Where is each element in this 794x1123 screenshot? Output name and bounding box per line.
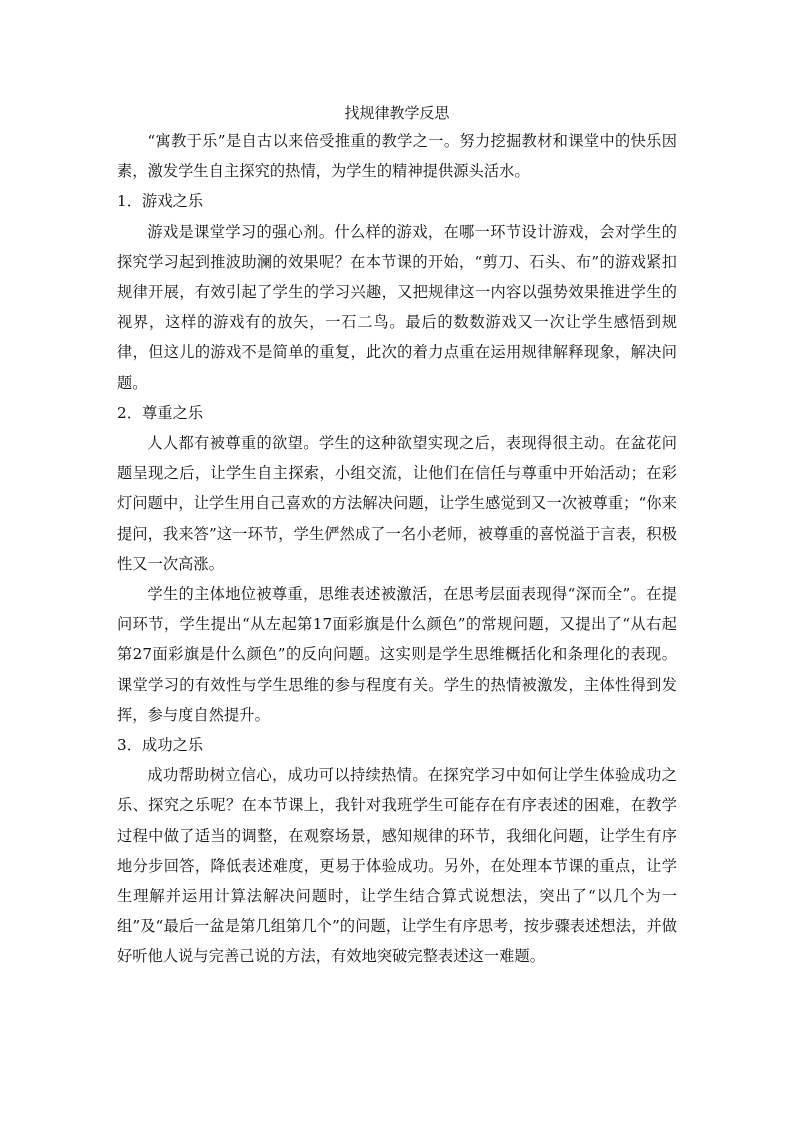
document-title: 找规律教学反思 xyxy=(344,104,450,122)
intro-paragraph: “寓教于乐”是自古以来倍受推重的教学之一。努力挖掘教材和课堂中的快乐因素，激发学生自主探究的热情，为学生的精神提供源头活水。 xyxy=(117,132,677,181)
section-paragraph: 成功帮助树立信心，成功可以持续热情。在探究学习中如何让学生体验成功之乐、探究之乐呢？在本节课上，我针对我班学生可能存在有序表述的困难，在教学过程中做了适当的调整，在观察场景，感知规律的环节，我细化问题，让学生有序地分步回答，降低表述难度，更易于体验成功。另外，在处理本节课的重点，让学生理解并运用计算法解决问题时，让学生结合算式说想法，突出了“以几个为一组”及“最后一盆是第几组第几个”的问题，让学生有序思考，按步骤表述想法，并做好听他人说与完善己说的方法，有效地突破完整表述这一难题。 xyxy=(117,766,677,966)
section-paragraph: 学生的主体地位被尊重，思维表述被激活，在思考层面表现得“深而全”。在提问环节，学生提出“从左起第17面彩旗是什么颜色”的常规问题，又提出了“从右起第27面彩旗是什么颜色”的反向问题。这实则是学生思维概括化和条理化的表现。课堂学习的有效性与学生思维的参与程度有关。学生的热情被激发，主体性得到发挥，参与度自然提升。 xyxy=(117,585,677,724)
section-heading-success: 3．成功之乐 xyxy=(117,736,204,755)
section-paragraph: 人人都有被尊重的欲望。学生的这种欲望实现之后，表现得很主动。在盆花问题呈现之后，让学生自主探索，小组交流，让他们在信任与尊重中开始活动；在彩灯问题中，让学生用自己喜欢的方法解决问题，让学生感觉到又一次被尊重；“你来提问，我来答”这一环节，学生俨然成了一名小老师，被尊重的喜悦溢于言表，积极性又一次高涨。 xyxy=(117,434,677,573)
section-heading-game: 1．游戏之乐 xyxy=(117,192,204,211)
section-heading-respect: 2．尊重之乐 xyxy=(117,403,204,422)
document-page xyxy=(117,100,677,972)
section-paragraph: 游戏是课堂学习的强心剂。什么样的游戏，在哪一环节设计游戏，会对学生的探究学习起到推波助澜的效果呢？在本节课的开始，“剪刀、石头、布”的游戏紧扣规律开展，有效引起了学生的学习兴趣，又把规律这一内容以强势效果推进学生的视界，这样的游戏有的放矢，一石二鸟。最后的数数游戏又一次让学生感悟到规律，但这儿的游戏不是简单的重复，此次的着力点重在运用规律解释现象，解决问题。 xyxy=(117,222,677,392)
